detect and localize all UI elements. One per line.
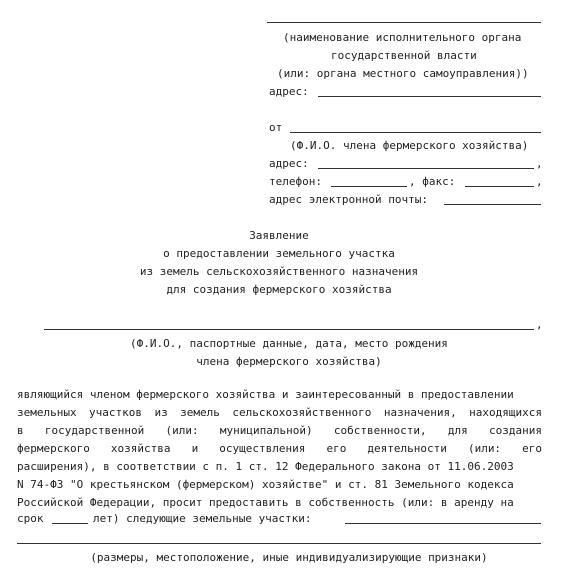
fax-label: , факс: bbox=[409, 175, 456, 188]
body-line: расширения), в соответствии с п. 1 ст. 12 Федерального закона от 11.06.2003 bbox=[17, 460, 514, 473]
body-line: земельных участков из земель сельскохозяйственного назначения, находящихся bbox=[17, 406, 542, 419]
organ-caption-2: государственной власти bbox=[331, 49, 477, 62]
applicant-address-label: адрес: bbox=[269, 157, 309, 170]
email-label: адрес электронной почты: bbox=[269, 193, 428, 206]
body-line: Российской Федерации, просит предоставить в собственность (или: в аренду на bbox=[17, 496, 514, 509]
term-label: срок bbox=[17, 512, 44, 525]
land-plots-details-line[interactable] bbox=[17, 543, 541, 544]
applicant-address-line[interactable] bbox=[318, 168, 534, 169]
land-plots-caption: (размеры, местоположение, иные индивидуализирующие признаки) bbox=[90, 551, 488, 564]
applicant-caption-1: (Ф.И.О., паспортные данные, дата, место рождения bbox=[130, 337, 448, 350]
from-label: от bbox=[269, 121, 283, 134]
body-line: являющийся членом фермерского хозяйства и заинтересованный в предоставлении bbox=[17, 388, 514, 401]
applicant-fio-line[interactable] bbox=[290, 132, 541, 133]
applicant-details-line[interactable] bbox=[44, 329, 534, 330]
body-line: фермерского хозяйства и осуществления его деятельности (или: его bbox=[17, 442, 542, 455]
title-line-2: о предоставлении земельного участка bbox=[163, 247, 395, 260]
organ-name-line[interactable] bbox=[267, 22, 541, 23]
organ-address-label: адрес: bbox=[269, 85, 309, 98]
title-line-3: из земель сельскохозяйственного назначения bbox=[139, 265, 419, 278]
applicant-details-comma: , bbox=[536, 318, 543, 331]
address-comma: , bbox=[536, 157, 543, 170]
organ-address-line[interactable] bbox=[318, 96, 541, 97]
body-line: N 74-ФЗ "О крестьянском (фермерском) хозяйстве" и ст. 81 Земельного кодекса bbox=[17, 478, 514, 491]
phone-line[interactable] bbox=[331, 186, 407, 187]
land-plots-line[interactable] bbox=[345, 523, 541, 524]
application-body bbox=[17, 386, 542, 512]
applicant-caption-2: члена фермерского хозяйства) bbox=[196, 355, 382, 368]
lease-term-line[interactable] bbox=[52, 523, 88, 524]
title-line-4: для создания фермерского хозяйства bbox=[166, 283, 392, 296]
phone-label: телефон: bbox=[269, 175, 322, 188]
land-plots-label: лет) следующие земельные участки: bbox=[93, 512, 312, 525]
phone-comma: , bbox=[536, 175, 543, 188]
document-title: Заявление bbox=[249, 229, 309, 242]
organ-caption-1: (наименование исполнительного органа bbox=[283, 31, 522, 44]
organ-caption-3: (или: органа местного самоуправления)) bbox=[277, 67, 529, 80]
body-line: в государственной (или: муниципальной) собственности, для создания bbox=[17, 424, 542, 437]
fax-line[interactable] bbox=[465, 186, 534, 187]
applicant-fio-caption: (Ф.И.О. члена фермерского хозяйства) bbox=[290, 139, 529, 152]
email-line[interactable] bbox=[444, 204, 541, 205]
